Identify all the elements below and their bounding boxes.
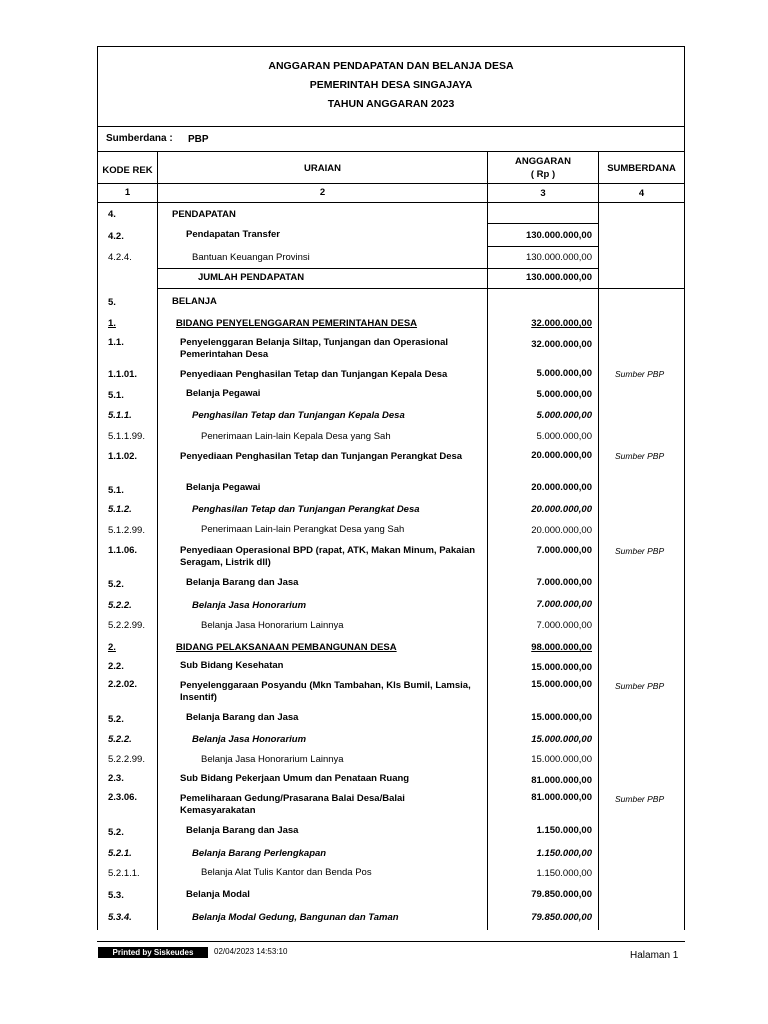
row-uraian-line2: Kemasyarakatan — [180, 805, 256, 816]
row-uraian: Belanja Pegawai — [186, 482, 261, 493]
row-kode: 4.2.4. — [108, 252, 132, 263]
row-kode: 5.2.2.99. — [108, 620, 145, 631]
outer-border-top — [97, 46, 685, 47]
row-kode: 1.1.06. — [108, 545, 138, 556]
row-uraian: BIDANG PENYELENGGARAN PEMERINTAHAN DESA — [176, 318, 418, 329]
row-kode: 5.1.1. — [108, 410, 132, 421]
row-kode: 5.1.2. — [108, 504, 132, 515]
row-uraian: PENDAPATAN — [172, 209, 236, 220]
colhead-uraian: URAIAN — [304, 163, 341, 174]
row-kode: 5.3.4. — [108, 912, 132, 923]
row-anggaran: 5.000.000,00 — [536, 410, 592, 421]
outer-border-left — [97, 46, 98, 930]
row-uraian: Bantuan Keuangan Provinsi — [192, 252, 310, 263]
row-kode: 5.2. — [108, 714, 124, 725]
row-anggaran: 5.000.000,00 — [536, 431, 592, 442]
row-uraian-line2: Seragam, Listrik dll) — [180, 557, 271, 568]
row-uraian: Penerimaan Lain-lain Kepala Desa yang Sah — [201, 431, 391, 442]
colnum-2: 2 — [319, 187, 326, 198]
row-anggaran: 1.150.000,00 — [536, 868, 592, 879]
row-anggaran: 7.000.000,00 — [536, 577, 592, 588]
row-uraian: Belanja Jasa Honorarium Lainnya — [201, 754, 344, 765]
row-anggaran: 130.000.000,00 — [525, 252, 592, 263]
row-uraian: Belanja Jasa Honorarium Lainnya — [201, 620, 344, 631]
row-sumber: Sumber PBP — [615, 794, 665, 804]
row-kode: 5.2.2. — [108, 600, 132, 611]
row-kode: 5.2.2.99. — [108, 754, 145, 765]
row-sumber: Sumber PBP — [615, 451, 665, 461]
row-anggaran: 98.000.000,00 — [531, 642, 592, 653]
colhead-sumberdana: SUMBERDANA — [607, 163, 676, 174]
row-uraian-line2: Insentif) — [180, 692, 217, 703]
row-uraian: Belanja Barang dan Jasa — [186, 825, 299, 836]
row-kode: 5.2. — [108, 579, 124, 590]
row-anggaran: 1.150.000,00 — [536, 825, 592, 836]
pendapatan-line-3 — [157, 268, 599, 269]
row-anggaran: 5.000.000,00 — [536, 389, 592, 400]
row-uraian: Belanja Barang dan Jasa — [186, 712, 299, 723]
row-kode: 4.2. — [108, 231, 124, 242]
row-uraian: Penghasilan Tetap dan Tunjangan Perangkat Desa — [192, 504, 420, 515]
row-anggaran: 15.000.000,00 — [531, 712, 592, 723]
row-sumber: Sumber PBP — [615, 546, 665, 556]
row-kode: 1.1.01. — [108, 369, 138, 380]
row-anggaran: 7.000.000,00 — [536, 545, 592, 556]
row-kode: 2.3.06. — [108, 792, 138, 803]
outer-border-right — [684, 46, 685, 930]
row-anggaran: 1.150.000,00 — [536, 848, 592, 859]
row-anggaran: 7.000.000,00 — [536, 599, 592, 610]
row-uraian: BIDANG PELAKSANAAN PEMBANGUNAN DESA — [176, 642, 397, 653]
row-uraian: Penerimaan Lain-lain Perangkat Desa yang Sah — [201, 524, 405, 535]
sumberdana-divider — [97, 151, 685, 152]
row-anggaran: 20.000.000,00 — [531, 504, 592, 515]
printed-by-badge: Printed by Siskeudes — [98, 947, 208, 958]
row-uraian: Penghasilan Tetap dan Tunjangan Kepala Desa — [192, 410, 405, 421]
row-kode: 5.2.1.1. — [108, 868, 140, 879]
colhead-anggaran-1: ANGGARAN — [515, 156, 571, 167]
row-uraian: Sub Bidang Pekerjaan Umum dan Penataan Ruang — [180, 773, 410, 784]
row-uraian: Belanja Modal Gedung, Bangunan dan Taman — [192, 912, 399, 923]
row-uraian: BELANJA — [172, 296, 217, 307]
row-uraian: Sub Bidang Kesehatan — [180, 660, 284, 671]
row-kode: 2.3. — [108, 773, 124, 784]
sumberdana-label: Sumberdana : — [106, 133, 173, 144]
row-uraian: Penyelenggaran Belanja Siltap, Tunjangan dan Operasional — [180, 337, 448, 348]
colnum-divider — [97, 202, 685, 203]
row-anggaran: 15.000.000,00 — [531, 662, 592, 673]
row-kode: 5.1. — [108, 390, 124, 401]
colhead-divider — [97, 183, 685, 184]
row-uraian: Belanja Modal — [186, 889, 250, 900]
row-anggaran: 130.000.000,00 — [525, 230, 592, 241]
row-uraian: Belanja Pegawai — [186, 388, 261, 399]
row-uraian: Belanja Jasa Honorarium — [192, 600, 307, 611]
row-kode: 5.3. — [108, 890, 124, 901]
row-uraian: Pemeliharaan Gedung/Prasarana Balai Desa/Balai — [180, 793, 405, 804]
row-uraian: Penyediaan Penghasilan Tetap dan Tunjangan Kepala Desa — [180, 369, 448, 380]
row-kode: 5. — [108, 297, 116, 308]
row-kode: 1. — [108, 318, 116, 329]
row-anggaran: 32.000.000,00 — [531, 339, 592, 350]
row-anggaran: 20.000.000,00 — [531, 482, 592, 493]
row-sumber: Sumber PBP — [615, 369, 665, 379]
row-uraian: Pendapatan Transfer — [186, 229, 280, 240]
row-kode: 5.1.2.99. — [108, 525, 145, 536]
colhead-kode: KODE REK — [102, 165, 153, 176]
colhead-anggaran-2: ( Rp ) — [530, 169, 556, 180]
row-anggaran: 5.000.000,00 — [536, 368, 592, 379]
row-uraian: Penyediaan Penghasilan Tetap dan Tunjangan Perangkat Desa — [180, 451, 463, 462]
row-anggaran: 81.000.000,00 — [531, 792, 592, 803]
document-title: ANGGARAN PENDAPATAN DAN BELANJA DESA — [268, 60, 514, 72]
row-kode: 5.2.2. — [108, 734, 132, 745]
row-uraian: Belanja Barang dan Jasa — [186, 577, 299, 588]
row-kode: 1.1.02. — [108, 451, 138, 462]
row-anggaran: 20.000.000,00 — [531, 450, 592, 461]
sumberdana-value: PBP — [188, 134, 209, 145]
row-anggaran: 79.850.000,00 — [531, 889, 592, 900]
row-uraian-line2: Pemerintahan Desa — [180, 349, 269, 360]
print-datetime: 02/04/2023 14:53:10 — [214, 947, 288, 956]
row-anggaran: 32.000.000,00 — [531, 318, 592, 329]
header-divider — [97, 126, 685, 127]
row-uraian: Belanja Alat Tulis Kantor dan Benda Pos — [201, 867, 372, 878]
row-anggaran: 79.850.000,00 — [531, 912, 592, 923]
row-anggaran: 15.000.000,00 — [531, 754, 592, 765]
row-uraian: Belanja Jasa Honorarium — [192, 734, 307, 745]
row-anggaran: 7.000.000,00 — [536, 620, 592, 631]
row-anggaran: 15.000.000,00 — [531, 734, 592, 745]
row-kode: 2. — [108, 642, 116, 653]
row-kode: 2.2. — [108, 661, 124, 672]
colnum-1: 1 — [124, 187, 131, 198]
document-subtitle: PEMERINTAH DESA SINGAJAYA — [309, 79, 473, 91]
footer-line — [97, 941, 685, 942]
row-kode: 2.2.02. — [108, 679, 138, 690]
row-kode: 5.2.1. — [108, 848, 132, 859]
row-uraian: JUMLAH PENDAPATAN — [198, 272, 305, 283]
row-kode: 4. — [108, 209, 116, 220]
pendapatan-line-1 — [487, 223, 599, 224]
row-sumber: Sumber PBP — [615, 681, 665, 691]
row-anggaran: 15.000.000,00 — [531, 679, 592, 690]
row-anggaran: 81.000.000,00 — [531, 775, 592, 786]
row-uraian: Penyelenggaraan Posyandu (Mkn Tambahan, Kls Bumil, Lamsia, — [180, 680, 471, 691]
row-uraian: Penyediaan Operasional BPD (rapat, ATK, Makan Minum, Pakaian — [180, 545, 476, 556]
page-number: Halaman 1 — [630, 950, 679, 961]
document-year: TAHUN ANGGARAN 2023 — [327, 98, 455, 110]
colnum-3: 3 — [540, 188, 546, 199]
row-anggaran: 20.000.000,00 — [531, 525, 592, 536]
pendapatan-line-4 — [157, 288, 685, 289]
row-kode: 5.2. — [108, 827, 124, 838]
row-kode: 5.1.1.99. — [108, 431, 145, 442]
colnum-4: 4 — [638, 188, 645, 199]
row-uraian: Belanja Barang Perlengkapan — [192, 848, 327, 859]
row-anggaran: 130.000.000,00 — [525, 272, 592, 283]
pendapatan-line-2 — [487, 246, 599, 247]
row-kode: 5.1. — [108, 485, 124, 496]
row-kode: 1.1. — [108, 337, 124, 348]
